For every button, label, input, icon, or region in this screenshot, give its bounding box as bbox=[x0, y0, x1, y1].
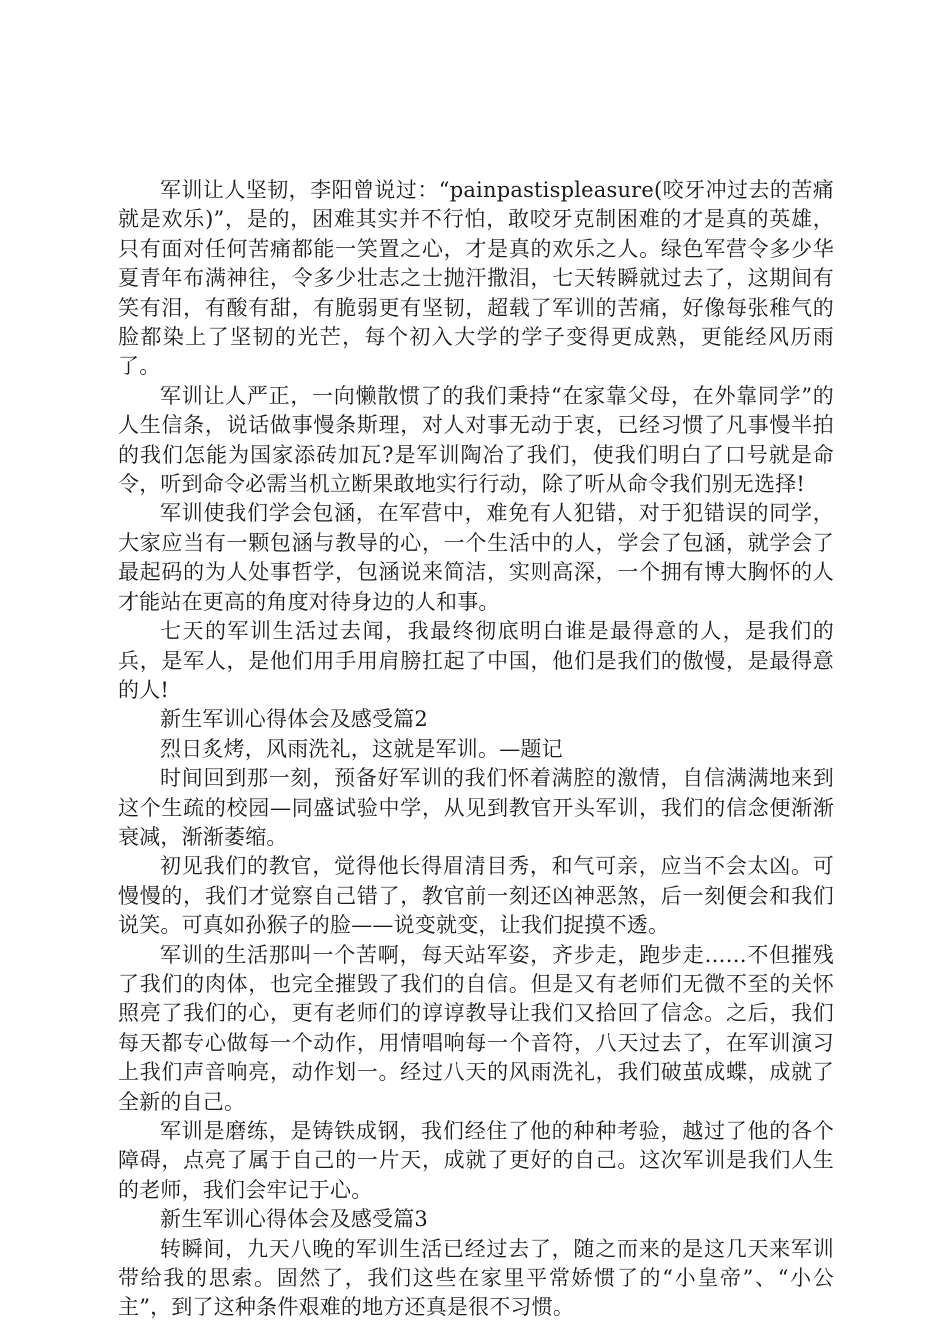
paragraph: 军训让人严正，一向懒散惯了的我们秉持“在家靠父母，在外靠同学”的人生信条，说话做事慢条斯理，对人对事无动于衷，已经习惯了凡事慢半拍的我们怎能为国家添砖加瓦?是军训陶冶了我们，使我们明白了口号就是命令，听到命令必需当机立断果敢地实行行动，除了听从命令我们别无选择! bbox=[118, 383, 834, 497]
paragraph: 军训的生活那叫一个苦啊，每天站军姿，齐步走，跑步走……不但摧残了我们的肉体，也完全摧毁了我们的自信。但是又有老师们无微不至的关怀照亮了我们的心，更有老师们的谆谆教导让我们又拾回了信念。之后，我们每天都专心做每一个动作，用情唱响每一个音符，八天过去了，在军训演习上我们声音响亮，动作划一。经过八天的风雨洗礼，我们破茧成蝶，成就了全新的自己。 bbox=[118, 942, 834, 1114]
document-body bbox=[118, 176, 834, 1323]
paragraph: 军训使我们学会包涵，在军营中，难免有人犯错，对于犯错误的同学，大家应当有一颗包涵与教导的心，一个生活中的人，学会了包涵，就学会了最起码的为人处事哲学，包涵说来简洁，实则高深，一个拥有博大胸怀的人才能站在更高的角度对待身边的人和事。 bbox=[118, 501, 834, 614]
paragraph: 七天的军训生活过去闻，我最终彻底明白谁是最得意的人，是我们的兵，是军人，是他们用手用肩膀扛起了中国，他们是我们的傲慢，是最得意的人! bbox=[118, 619, 834, 702]
paragraph: 军训让人坚韧，李阳曾说过：“painpastispleasure(咬牙冲过去的苦痛就是欢乐)”，是的，困难其实并不行怕，敢咬牙克制困难的才是真的英雄，只有面对任何苦痛都能一笑置之心，才是真的欢乐之人。绿色军营令多少华夏青年布满神往，令多少壮志之士抛汗撒泪，七天转瞬就过去了，这期间有笑有泪，有酸有甜，有脆弱更有坚韧，超载了军训的苦痛，好像每张稚气的脸都染上了坚韧的光芒，每个初入大学的学子变得更成熟，更能经风历雨了。 bbox=[118, 178, 834, 379]
section-heading: 新生军训心得体会及感受篇2 bbox=[160, 707, 428, 732]
paragraph: 初见我们的教官，觉得他长得眉清目秀，和气可亲，应当不会太凶。可慢慢的，我们才觉察自己错了，教官前一刻还凶神恶煞，后一刻便会和我们说笑。可真如孙猴子的脸——说变就变，让我们捉摸不透。 bbox=[118, 854, 834, 938]
section-heading: 新生军训心得体会及感受篇3 bbox=[160, 1207, 428, 1232]
paragraph: 时间回到那一刻，预备好军训的我们怀着满腔的激情，自信满满地来到这个生疏的校园—同盛试验中学，从见到教官开头军训，我们的信念便渐渐衰减，渐渐萎缩。 bbox=[118, 766, 834, 849]
paragraph: 转瞬间，九天八晚的军训生活已经过去了，随之而来的是这几天来军训带给我的思索。固然了，我们这些在家里平常娇惯了的“小皇帝”、“小公主”，到了这种条件艰难的地方还真是很不习惯。 bbox=[118, 1236, 834, 1320]
paragraph: 烈日炙烤，风雨洗礼，这就是军训。—题记 bbox=[160, 736, 563, 761]
paragraph: 军训是磨练，是铸铁成钢，我们经住了他的种种考验，越过了他的各个障碍，点亮了属于自己的一片天，成就了更好的自己。这次军训是我们人生的老师，我们会牢记于心。 bbox=[118, 1119, 834, 1202]
